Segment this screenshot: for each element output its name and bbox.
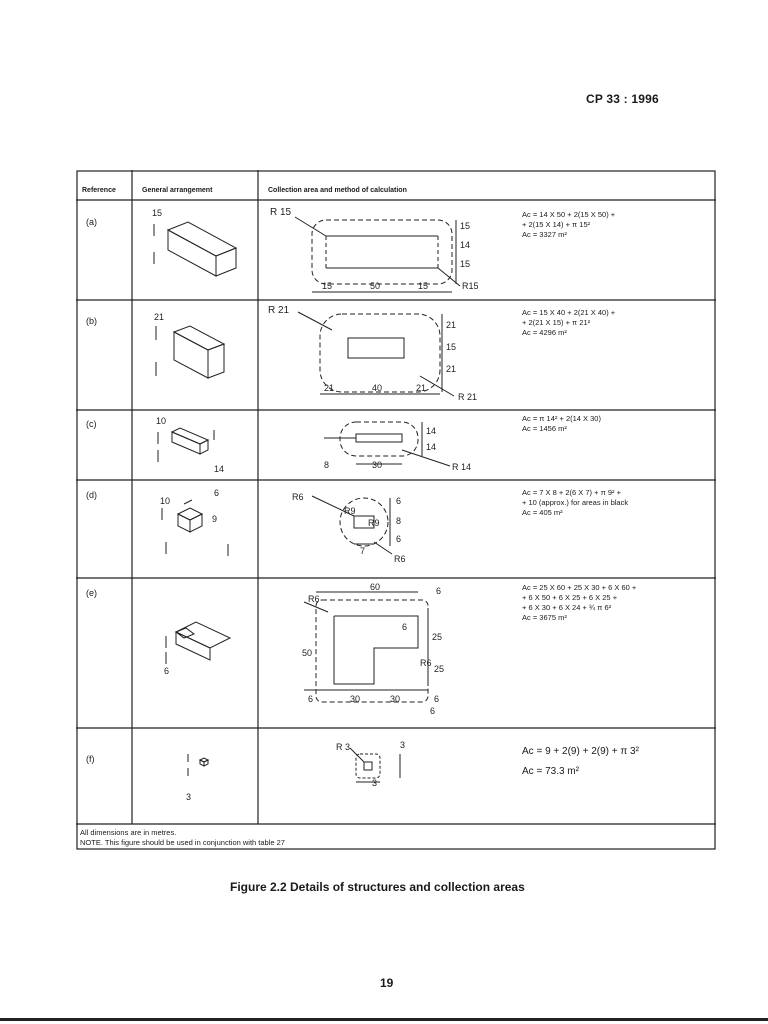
- row-a-reference: (a): [86, 217, 97, 227]
- row-d-height-3: 9: [212, 514, 218, 524]
- row-e-left-dim: 50: [302, 648, 313, 658]
- row-f-arrangement-diagram: [132, 728, 258, 824]
- row-f-height-label: 3: [186, 792, 192, 802]
- row-d-calc-line-1: Aᴄ = 7 X 8 + 2(6 X 7) + π 9² +: [522, 488, 621, 497]
- row-e-top-dim: 60: [370, 582, 381, 592]
- row-e-base-4: 6: [430, 706, 436, 716]
- row-b-radius-top: R 21: [268, 305, 290, 316]
- row-c-base-1: 8: [324, 460, 330, 470]
- row-f-reference: (f): [86, 754, 95, 764]
- row-e-base-1: 30: [350, 694, 361, 704]
- row-e-calculation: [522, 583, 636, 623]
- header-arrangement: General arrangement: [142, 187, 213, 194]
- row-f-radius: R 3: [336, 742, 351, 752]
- row-d-calc-line-3: Aᴄ = 405 m²: [522, 508, 563, 517]
- row-b-arrangement-diagram: [132, 300, 258, 410]
- row-f-top-dim: 3: [400, 740, 406, 750]
- row-c-base-2: 30: [372, 460, 383, 470]
- row-e-calc-line-2: + 6 X 50 + 6 X 25 + 6 X 25 +: [522, 593, 618, 602]
- page-number: 19: [380, 976, 394, 990]
- row-d-radius-9-right: R9: [368, 518, 380, 528]
- row-a-radius-bottom: R15: [462, 281, 479, 291]
- row-c-height-label: 10: [156, 416, 167, 426]
- row-a-base-2: 50: [370, 281, 381, 291]
- row-b-height-label: 21: [154, 312, 165, 322]
- row-e-calc-line-3: + 6 X 30 + 6 X 24 + ¾ π 6²: [522, 603, 612, 612]
- row-b-calculation: [522, 308, 615, 338]
- row-c-arrangement-diagram: [132, 410, 258, 480]
- row-e-calc-line-1: Aᴄ = 25 X 60 + 25 X 30 + 6 X 60 +: [522, 583, 637, 592]
- row-b-radius-bottom: R 21: [458, 392, 478, 402]
- row-d-height-2: 10: [160, 496, 171, 506]
- row-e-base-2: 30: [390, 694, 401, 704]
- table-note-reference: NOTE. This figure should be used in conjunction with table 27: [80, 838, 285, 847]
- header-collection: Collection area and method of calculation: [268, 187, 407, 194]
- row-d-radius-top: R6: [292, 492, 304, 502]
- row-a-base-3: 15: [418, 281, 429, 291]
- row-e-height-label: 6: [164, 666, 170, 676]
- row-b-calc-line-1: Aᴄ = 15 X 40 + 2(21 X 40) +: [522, 308, 616, 317]
- row-d-reference: (d): [86, 490, 97, 500]
- row-d-arrangement-diagram: [132, 480, 258, 578]
- row-c-reference: (c): [86, 419, 97, 429]
- row-c-radius: R 14: [452, 462, 472, 472]
- row-e-arrangement-diagram: [132, 578, 258, 728]
- row-e-inner-six: 6: [402, 622, 408, 632]
- row-b-dim-3: 21: [446, 364, 457, 374]
- row-e-reference: (e): [86, 588, 97, 598]
- row-a-collection-diagram: [260, 200, 520, 300]
- row-c-calculation: [522, 414, 601, 434]
- row-f-calc-line-2: Aᴄ = 73.3 m²: [522, 766, 579, 777]
- row-d-dim-2: 8: [396, 516, 402, 526]
- structures-table: [76, 170, 716, 850]
- row-d-calculation: [522, 488, 628, 518]
- row-a-radius-top: R 15: [270, 207, 292, 218]
- row-b-dim-2: 15: [446, 342, 457, 352]
- row-a-arrangement-diagram: [132, 200, 258, 300]
- row-a-dim-3: 15: [460, 259, 471, 269]
- row-a-calculation: [522, 210, 615, 240]
- row-f-calculation: [522, 742, 639, 782]
- row-e-base-0: 6: [308, 694, 314, 704]
- row-a-height-label: 15: [152, 208, 163, 218]
- row-e-dim-2: 25: [434, 664, 445, 674]
- row-d-radius-9-left: R9: [344, 506, 356, 516]
- row-b-dim-1: 21: [446, 320, 457, 330]
- table-note-units: All dimensions are in metres.: [80, 828, 177, 837]
- row-d-collection-diagram: [260, 480, 520, 578]
- row-f-collection-diagram: [260, 728, 520, 824]
- row-a-calc-line-2: + 2(15 X 14) + π 15²: [522, 220, 591, 229]
- header-reference: Reference: [82, 187, 116, 194]
- row-c-dim-1: 14: [426, 426, 437, 436]
- row-e-radius-top: R6: [308, 594, 320, 604]
- row-b-base-1: 21: [324, 383, 335, 393]
- document-code: CP 33 : 1996: [586, 92, 659, 106]
- row-a-calc-line-3: Aᴄ = 3327 m²: [522, 230, 567, 239]
- row-a-dim-1: 15: [460, 221, 471, 231]
- row-f-calc-line-1: Aᴄ = 9 + 2(9) + 2(9) + π 3²: [522, 746, 639, 757]
- row-b-calc-line-2: + 2(21 X 15) + π 21²: [522, 318, 591, 327]
- row-c-calc-line-1: Aᴄ = π 14² + 2(14 X 30): [522, 414, 601, 423]
- row-a-base-1: 15: [322, 281, 333, 291]
- row-d-dim-1: 6: [396, 496, 402, 506]
- row-b-calc-line-3: Aᴄ = 4296 m²: [522, 328, 567, 337]
- bottom-rule: [0, 1018, 768, 1021]
- row-a-dim-2: 14: [460, 240, 471, 250]
- row-e-radius-inner: R6: [420, 658, 432, 668]
- row-c-collection-diagram: [260, 410, 520, 480]
- row-e-top-six: 6: [436, 586, 442, 596]
- row-d-dim-3: 6: [396, 534, 402, 544]
- row-e-collection-diagram: [260, 578, 520, 728]
- row-b-reference: (b): [86, 316, 97, 326]
- row-c-calc-line-2: Aᴄ = 1456 m²: [522, 424, 567, 433]
- row-d-radius-bottom: R6: [394, 554, 406, 564]
- row-e-dim-1: 25: [432, 632, 443, 642]
- row-b-base-3: 21: [416, 383, 427, 393]
- row-e-calc-line-4: Aᴄ = 3675 m²: [522, 613, 567, 622]
- row-f-base-dim: 3: [372, 778, 378, 788]
- row-a-calc-line-1: Aᴄ = 14 X 50 + 2(15 X 50) +: [522, 210, 616, 219]
- row-c-dim-2: 14: [426, 442, 437, 452]
- row-d-height-1: 6: [214, 488, 220, 498]
- row-e-base-3: 6: [434, 694, 440, 704]
- row-d-calc-line-2: + 10 (approx.) for areas in black: [522, 498, 629, 507]
- row-b-base-2: 40: [372, 383, 383, 393]
- row-c-width-label: 14: [214, 464, 225, 474]
- row-d-base-1: 7: [360, 546, 366, 556]
- figure-caption: Figure 2.2 Details of structures and collection areas: [230, 880, 525, 894]
- row-b-collection-diagram: [260, 300, 520, 410]
